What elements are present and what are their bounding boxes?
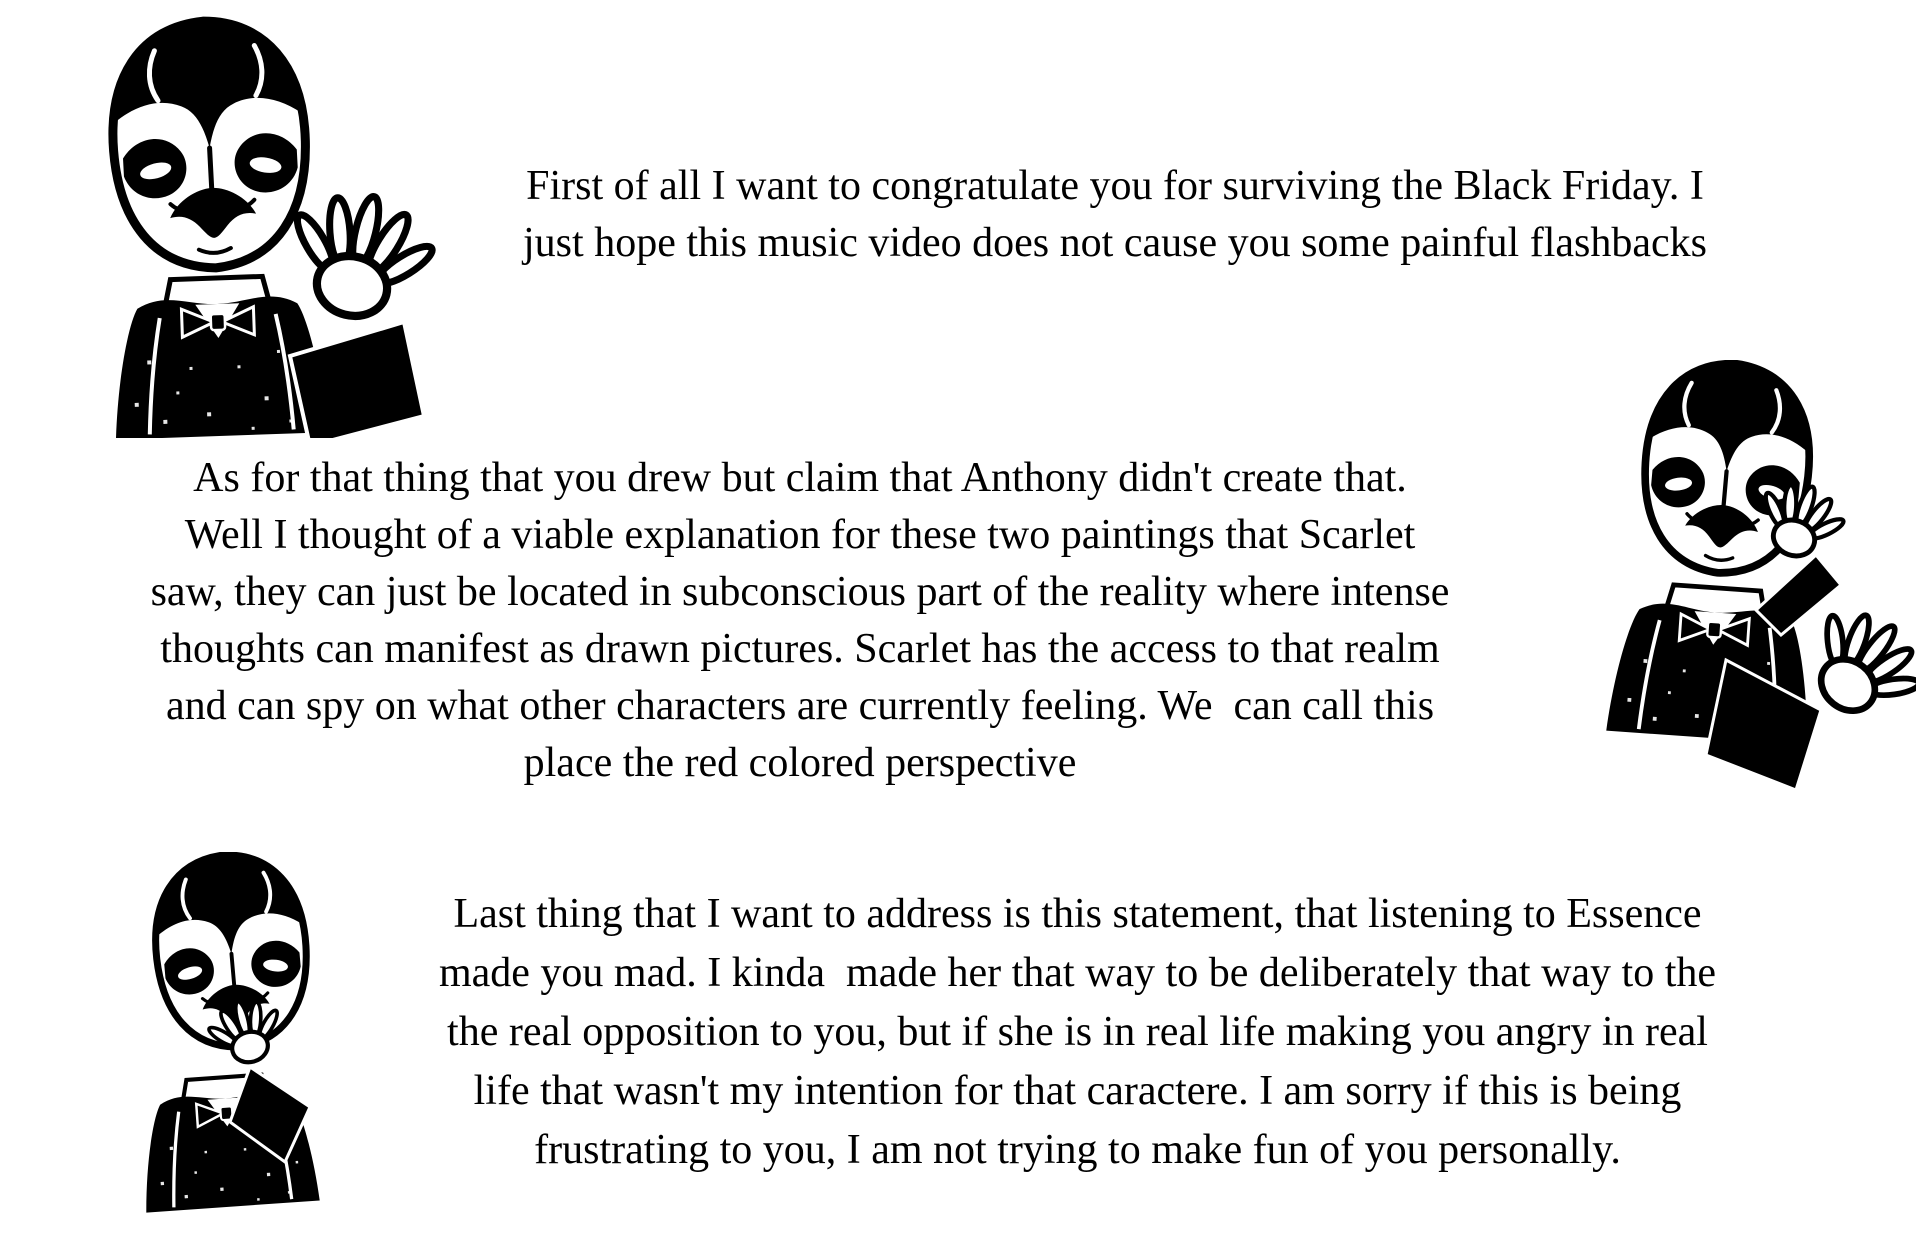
text-line: made you mad. I kinda made her that way to be deliberately that way to the bbox=[438, 950, 1717, 996]
text-line: place the red colored perspective bbox=[523, 740, 1077, 786]
text-line: the real opposition to you, but if she is in real life making you angry in real bbox=[447, 1009, 1708, 1055]
masked-character-waving-illustration bbox=[52, 4, 462, 438]
text-line: life that wasn't my intention for that caractere. I am sorry if this is being bbox=[473, 1068, 1682, 1114]
masked-character-hand-raised-illustration bbox=[1566, 360, 1916, 832]
paragraph-black-friday bbox=[425, 158, 1805, 272]
text-line: thoughts can manifest as drawn pictures. Scarlet has the access to that realm bbox=[160, 626, 1440, 672]
text-line: Last thing that I want to address is this statement, that listening to Essence bbox=[453, 891, 1702, 937]
text-line: just hope this music video does not cause you some painful flashbacks bbox=[523, 220, 1707, 266]
paragraph-red-perspective bbox=[20, 450, 1580, 792]
text-line: First of all I want to congratulate you for surviving the Black Friday. I bbox=[526, 163, 1704, 209]
text-line: saw, they can just be located in subconscious part of the reality where intense bbox=[150, 569, 1450, 615]
text-line: and can spy on what other characters are currently feeling. We can call this bbox=[165, 683, 1435, 729]
paragraph-essence-apology bbox=[290, 885, 1865, 1180]
text-line: Well I thought of a viable explanation for these two paintings that Scarlet bbox=[184, 512, 1416, 558]
text-line: As for that thing that you drew but claim that Anthony didn't create that. bbox=[193, 455, 1407, 501]
text-line: frustrating to you, I am not trying to make fun of you personally. bbox=[534, 1127, 1621, 1173]
